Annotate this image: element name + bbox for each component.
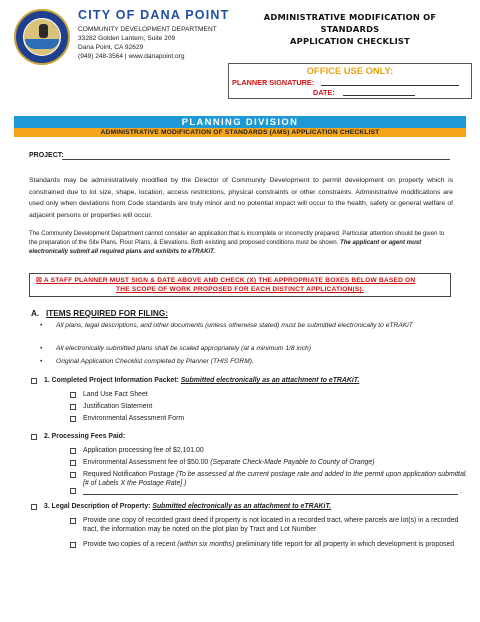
department-name: COMMUNITY DEVELOPMENT DEPARTMENT [78,26,217,33]
subitem-checkbox[interactable] [70,488,76,494]
staff-planner-notice [29,273,451,297]
seal-wave [25,39,59,49]
subitem-label: Land Use Fact Sheet [83,391,148,398]
subitem-note: (To be assessed at the current postage rate and added to the permit upon application submittal. [# of Labels X the Postage Rate] ) [83,471,468,488]
form-title-line3: APPLICATION CHECKLIST [290,36,410,46]
division-title: PLANNING DIVISION [181,116,299,127]
blank-entry-end: . [460,488,462,495]
subitem-label: Application processing fee of $2,101.00 [83,447,204,454]
contact-info: (949) 248-3564 | www.danapoint.org [78,53,185,60]
subitem-note: (Separate Check-Made Payable to County of Orange) [210,459,375,466]
subitem-label: Provide one copy of recorded grant deed if property is not located in a recorded tract, where parcels are lot(s) in a recorded tract, the information may be noted on the plot plan by Tract and Lot Number [83,517,459,534]
notice-line1-text: A STAFF PLANNER MUST SIGN & DATE ABOVE AND CHECK (X) THE APPROPRIATE BOXES BELOW BASED ON [43,277,416,284]
bullet-icon: • [40,358,43,365]
subitem-label [83,458,375,468]
item-1-head: 1. Completed Project Information Packet: [44,377,179,384]
subitem-text: Provide two copies of a recent [83,541,176,548]
seal-figure [39,24,48,38]
bullet-icon: • [40,322,43,329]
planning-division-banner [14,116,466,128]
subitem-checkbox[interactable] [70,448,76,454]
item-2-colon: : [122,433,126,440]
intro-paragraph-2 [29,229,453,257]
subitem-text: Required Notification Postage [83,471,175,478]
section-a-title: ITEMS REQUIRED FOR FILING: [46,309,168,318]
blank-entry-line[interactable] [83,494,458,495]
city-seal-logo [14,9,70,65]
checklist-subtitle-banner [14,128,466,137]
item-2-head: 2. Processing Fees Paid [44,433,123,440]
street-address: 33282 Golden Lantern, Suite 209 [78,35,176,42]
project-label: PROJECT: [29,152,64,159]
city-state-zip: Dana Point, CA 92629 [78,44,144,51]
planner-signature-field[interactable] [321,85,459,86]
checklist-subtitle: ADMINISTRATIVE MODIFICATION OF STANDARDS (AMS) APPLICATION CHECKLIST [100,129,380,136]
subitem-label: Justification Statement [83,403,153,410]
notice-checkbox-icon: ☒ [36,277,43,284]
bullet-icon: • [40,345,43,352]
subitem-text: preliminary title report for all property in which development is proposed [236,541,455,548]
subitem-checkbox[interactable] [70,542,76,548]
subitem-label [83,540,468,549]
subitem-checkbox[interactable] [70,460,76,466]
section-a-letter: A. [31,309,40,318]
date-field[interactable] [343,95,415,96]
item-3-label [44,502,331,512]
intro-paragraph-1: Standards may be administratively modified by the Director of Community Development to permit development on property which is constrained due to lot size, shape, location, access restrictions, physical constraints or other constraints. Administrative modifications are used only when deviations from Code standards are truly minor and no potential impact will occur to the health, safety or general welfare of adjacent persons or properties will occur. [29,177,453,219]
item-2-label [44,432,125,442]
notice-line2: THE SCOPE OF WORK PROPOSED FOR EACH DISTINCT APPLICATION(S). [116,286,364,293]
requirement-text: All electronically submitted plans shall be scaled appropriately (at a minimum 1/8 inch) [56,345,311,352]
intro-paragraph-2-emphasis: The applicant or agent must electronically submit all required plans and exhibits to eTRAKiT. [29,239,422,256]
intro-paragraph-2-text: The Community Development Department cannot consider an application that is incomplete or incorrectly prepared. Particular attention should be given to the preparation of the Site Plans, Floor Plans, & Elevations. Both existing and proposed conditions must be shown. [29,230,445,247]
project-field[interactable] [62,159,450,160]
city-name: CITY OF DANA POINT [78,8,230,22]
subitem-text: Environmental Assessment fee of $50.00 [83,459,209,466]
office-use-box [228,63,472,99]
checklist-subitem [70,516,470,538]
subitem-checkbox[interactable] [70,404,76,410]
subitem-checkbox[interactable] [70,416,76,422]
item-1-checkbox[interactable] [31,378,37,384]
office-use-title: OFFICE USE ONLY: [306,65,394,76]
subitem-checkbox[interactable] [70,392,76,398]
notice-line1 [36,276,444,284]
item-1-emphasis: Submitted electronically as an attachment to eTRAKiT. [180,377,360,384]
item-3-emphasis: Submitted electronically as an attachment to eTRAKiT. [152,503,332,510]
subitem-checkbox[interactable] [70,518,76,524]
requirement-text: Original Application Checklist completed by Planner (THIS FORM). [56,358,254,365]
subitem-note: (within six months) [177,541,235,548]
item-3-checkbox[interactable] [31,504,37,510]
form-title-line1: ADMINISTRATIVE MODIFICATION OF [263,12,437,22]
checklist-subitem-blank [70,478,462,495]
subitem-label: Environmental Assessment Form [83,415,185,422]
date-label: DATE: [313,88,335,97]
item-1-label [44,376,359,386]
requirement-text: All plans, legal descriptions, and other documents (unless otherwise stated) must be submitted electronically to eTRAKiT [56,322,413,329]
planner-signature-label: PLANNER SIGNATURE: [232,78,315,87]
checklist-subitem [70,540,470,562]
section-a-heading [31,309,168,318]
form-title-line2: STANDARDS [320,24,380,34]
item-3-head: 3. Legal Description of Property: [44,503,151,510]
item-2-checkbox[interactable] [31,434,37,440]
